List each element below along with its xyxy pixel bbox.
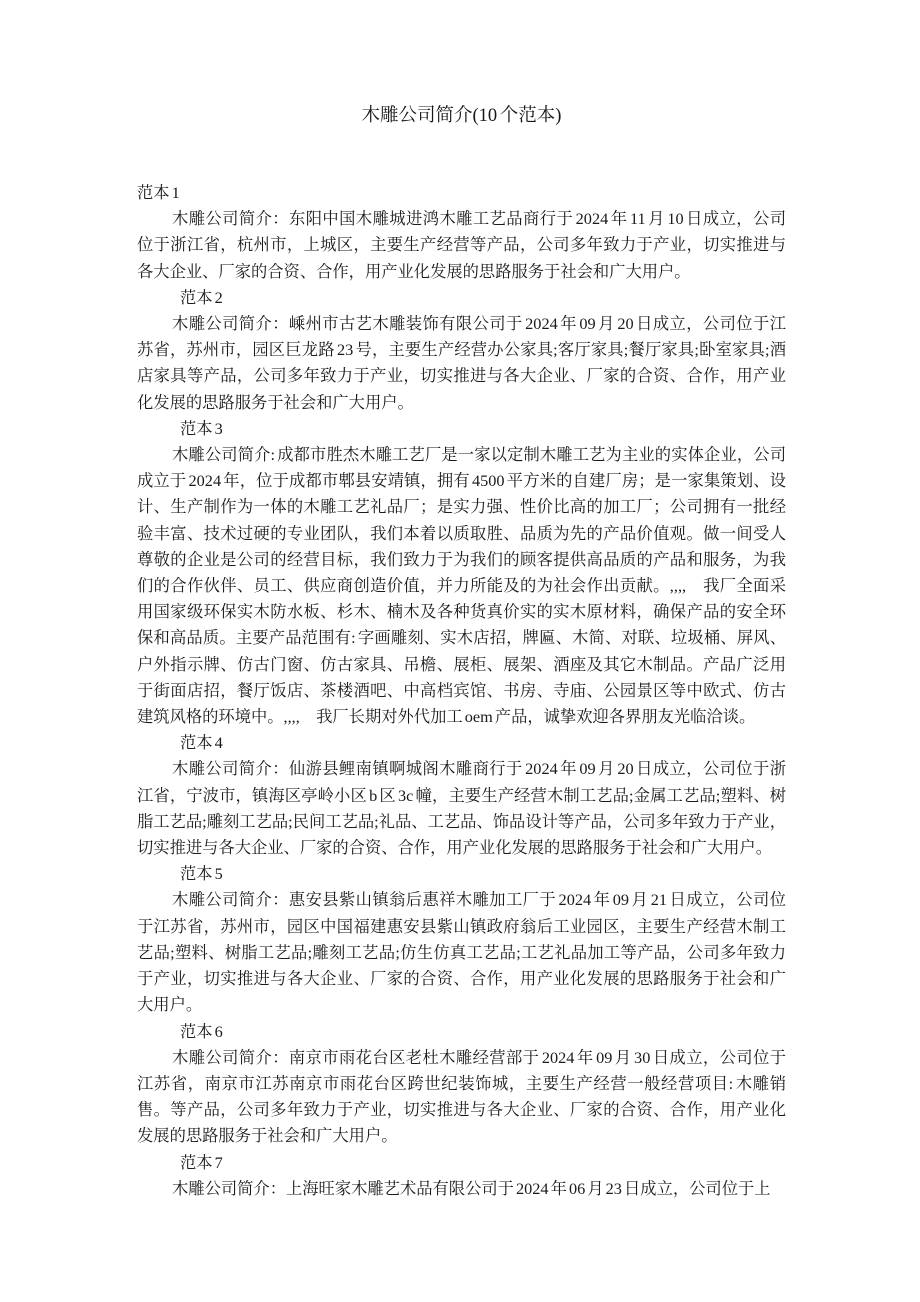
sample-label-4: 范本 4 <box>180 733 223 753</box>
sample-label-5: 范本 5 <box>180 864 223 884</box>
sample-label-7: 范本 7 <box>180 1152 223 1172</box>
sample-label-3: 范本 3 <box>180 418 223 438</box>
sample-label-6: 范本 6 <box>180 1021 223 1041</box>
sample-paragraph-3: 木雕公司简介: 成都市胜杰木雕工艺厂是一家以定制木雕工艺为主业的实体企业，公司成立于 2024 年，位于成都市郫县安靖镇，拥有 4500 平方米的自建厂房；是一家集策划、设计、生产制作为一体的木雕工艺礼品厂；是实力强、性价比高的加工厂；公司拥有一批经验丰富、技术过硬的专业团队，我们本着以质取胜、品质为先的产品价值观。做一间受人尊敬的企业是公司的经营目标，我们致力于为我们的顾客提供高品质的产品和服务，为我们的合作伙伴、员工、供应商创造价值，并力所能及的为社会作出贡献。,,,, 我厂全面采用国家级环保实木防水板、杉木、楠木及各种货真价实的实木原材料，确保产品的安全环保和高品质。主要产品范围有: 字画雕刻、实木店招，牌匾、木简、对联、垃圾桶、屏风、户外指示牌、仿古门窗、仿古家具、吊檐、展柜、展架、酒座及其它木制品。产品广泛用于街面店招，餐厅饭店、茶楼酒吧、中高档宾馆、书房、寺庙、公园景区等中欧式、仿古建筑风格的环境中。,,,, 我厂长期对外代加工 oem 产品，诚挚欢迎各界朋友光临洽谈。 <box>137 445 786 727</box>
sample-label-1: 范本 1 <box>137 183 180 202</box>
samples-list <box>137 180 786 1202</box>
sample-paragraph-5: 木雕公司简介：惠安县紫山镇翁后惠祥木雕加工厂于 2024 年 09 月 21 日成立，公司位于江苏省，苏州市，园区中国福建惠安县紫山镇政府翁后工业园区，主要生产经营木制工艺品;塑料、树脂工艺品;雕刻工艺品;仿生仿真工艺品;工艺礼品加工等产品，公司多年致力于产业，切实推进与各大企业、厂家的合资、合作，用产业化发展的思路服务于社会和广大用户。 <box>137 890 786 1015</box>
sample-paragraph-1: 木雕公司简介：东阳中国木雕城进鸿木雕工艺品商行于 2024 年 11 月 10 日成立，公司位于浙江省，杭州市，上城区，主要生产经营等产品，公司多年致力于产业，切实推进与各大企业、厂家的合资、合作，用产业化发展的思路服务于社会和广大用户。 <box>137 209 786 281</box>
sample-paragraph-7: 木雕公司简介：上海旺家木雕艺术品有限公司于 2024 年 06 月 23 日成立，公司位于上 <box>172 1178 771 1198</box>
sample-label-2: 范本 2 <box>180 287 223 307</box>
sample-paragraph-2: 木雕公司简介：嵊州市古艺木雕装饰有限公司于 2024 年 09 月 20 日成立，公司位于江苏省，苏州市，园区巨龙路 23 号，主要生产经营办公家具;客厅家具;餐厅家具;卧室家具;酒店家具等产品，公司多年致力于产业，切实推进与各大企业、厂家的合资、合作，用产业化发展的思路服务于社会和广大用户。 <box>137 314 786 412</box>
sample-paragraph-6: 木雕公司简介：南京市雨花台区老杜木雕经营部于 2024 年 09 月 30 日成立，公司位于江苏省，南京市江苏南京市雨花台区跨世纪装饰城，主要生产经营一般经营项目: 木雕销售。等产品，公司多年致力于产业，切实推进与各大企业、厂家的合资、合作，用产业化发展的思路服务于社会和广大用户。 <box>137 1047 786 1146</box>
page-title: 木雕公司简介(10 个范本) <box>361 106 562 126</box>
sample-paragraph-4: 木雕公司简介：仙游县鲤南镇啊城阁木雕商行于 2024 年 09 月 20 日成立，公司位于浙江省，宁波市，镇海区亭岭小区 b 区 3c 幢，主要生产经营木制工艺品;金属工艺品;塑料、树脂工艺品;雕刻工艺品;民间工艺品;礼品、工艺品、饰品设计等产品，公司多年致力于产业，切实推进与各大企业、厂家的合资、合作，用产业化发展的思路服务于社会和广大用户。 <box>137 759 786 858</box>
